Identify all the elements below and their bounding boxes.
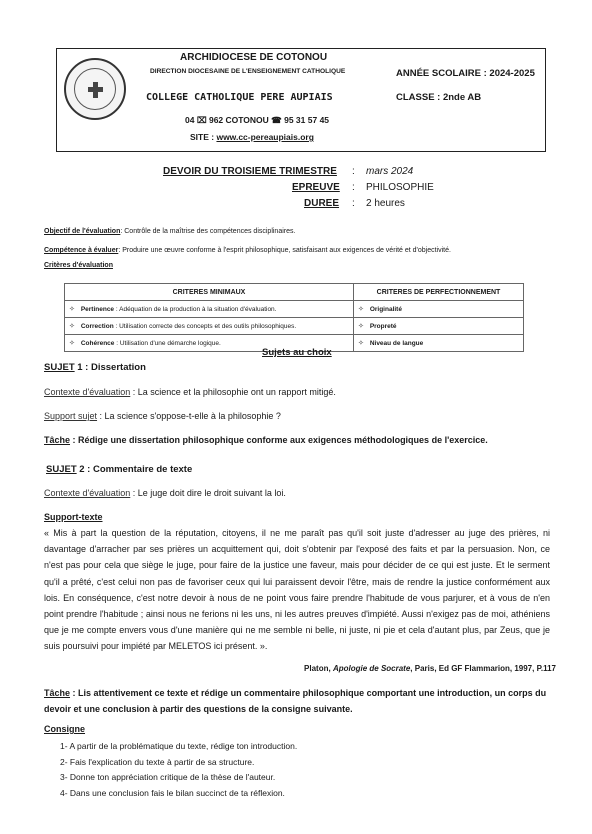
sujet2-contexte (44, 488, 286, 498)
ref-rest: , Paris, Ed GF Flammarion, 1997, P.117 (410, 664, 556, 673)
sujet1-support-value: : La science s'oppose-t-elle à la philosophie ? (97, 411, 281, 421)
competence-line (44, 247, 451, 254)
competence-label: Compétence à évaluer (44, 247, 119, 254)
criteria-min-desc: : Utilisation correcte des concepts et des outils philosophiques. (113, 323, 297, 330)
bullet-icon: ✧ (69, 323, 75, 330)
criteria-row (65, 318, 524, 335)
duree-label: DUREE (304, 198, 340, 209)
sujet1-tache-value: : Rédige une dissertation philosophique conforme aux exigences méthodologiques de l'exercice. (70, 435, 488, 445)
sujet1-label: SUJET (44, 362, 75, 373)
epreuve-value: PHILOSOPHIE (366, 182, 434, 193)
support-texte-label: Support-texte (44, 512, 103, 522)
objectif-value: : Contrôle de la maîtrise des compétences disciplinaires. (120, 228, 296, 235)
criteres-label: Critères d'évaluation (44, 262, 113, 269)
consigne-list (60, 739, 297, 801)
sujet1-tache-label: Tâche (44, 435, 71, 445)
consigne-label: Consigne (44, 724, 86, 734)
college-name: COLLEGE CATHOLIQUE PERE AUPIAIS (146, 92, 333, 103)
criteria-min-name: Pertinence (80, 306, 115, 313)
sujet2-label: SUJET (46, 464, 77, 475)
criteria-min-name: Cohérence (80, 340, 115, 347)
bullet-icon: ✧ (358, 340, 364, 347)
site-label: SITE : (190, 132, 217, 142)
criteria-min-desc: : Utilisation d'une démarche logique. (114, 340, 221, 347)
sujet1-contexte (44, 387, 336, 397)
objectif-label: Objectif de l'évaluation (44, 228, 121, 235)
sujet1-support-label: Support sujet (44, 411, 98, 421)
sujet1-contexte-label: Contexte d'évaluation (44, 387, 131, 397)
sujet1-contexte-value: : La science et la philosophie ont un rapport mitigé. (130, 387, 336, 397)
sujet2-title (46, 464, 192, 475)
sujet2-title-rest: 2 : Commentaire de texte (76, 464, 193, 475)
competence-value: : Produire une œuvre conforme à l'esprit philosophique, satisfaisant aux exigences de vérité et d'objectivité. (118, 247, 451, 254)
support-texte: « Mis à part la question de la réputation, citoyens, il ne me paraît pas qu'il soit juste d'adresser au juge des prières, ni davantage d'arracher par ses prières un acquittement qui, doit s'obtenir par l'exposé des faits et par la persuasion. Non, ce n'est pas pour cela que siège le juge, pour faire de la justice une faveur, mais pour décider de ce qui est juste. Et le serment qu'il a prêté, c'est celui non pas de favoriser ceux qui lui paraissent devoir l'être, mais de rendre la justice conformément aux lois. En conséquence, c'est notre devoir à nous de ne point vous faire prendre l'habitude de vous parjurer, et à vous de n'en point prendre l'habitude ; ainsi nous ne ferions ni les uns, ni les autres preuves d'impiété. Aussi n'exigez pas de moi, athéniens que je me compte envers vous d'une manière qui ne me semble ni belle, ni juste, ni pie et cela d'autant plus, par Zeus, que je suis poursuivi pour impiété par MELETOS ici présent. ». (44, 528, 550, 652)
site-link[interactable]: www.cc-pereaupiais.org (216, 132, 314, 142)
ref-title: Apologie de Socrate (332, 664, 411, 673)
criteria-perf: Originalité (369, 306, 402, 313)
criteria-perf: Niveau de langue (369, 340, 424, 347)
devoir-sep: : (352, 166, 355, 177)
criteria-min-desc: : Adéquation de la production à la situation d'évaluation. (114, 306, 277, 313)
sujet2-contexte-value: : Le juge doit dire le droit suivant la loi. (130, 488, 286, 498)
objectif-line (44, 228, 295, 235)
epreuve-sep: : (352, 182, 355, 193)
epreuve-label: EPREUVE (292, 182, 340, 193)
direction-title: DIRECTION DIOCESAINE DE L'ENSEIGNEMENT CATHOLIQUE (150, 68, 346, 75)
criteria-header-perf: CRITERES DE PERFECTIONNEMENT (354, 284, 524, 301)
consigne-item: 3- Donne ton appréciation critique de la thèse de l'auteur. (60, 772, 276, 782)
consigne-item: 4- Dans une conclusion fais le bilan succinct de ta réflexion. (60, 787, 285, 798)
site-line (190, 132, 314, 142)
sujet2-tache-label: Tâche (44, 688, 71, 698)
criteria-min-name: Correction (80, 323, 114, 330)
bullet-icon: ✧ (69, 340, 75, 347)
bullet-icon: ✧ (358, 306, 364, 313)
sujet2-contexte-label: Contexte d'évaluation (44, 488, 131, 498)
school-logo (64, 58, 126, 120)
consigne-item: 2- Fais l'explication du texte à partir de sa structure. (60, 756, 255, 767)
sujet1-title-rest: 1 : Dissertation (74, 362, 146, 373)
subjects-heading: Sujets au choix (262, 347, 332, 358)
sujet1-tache (44, 435, 488, 445)
consigne-item: 1- A partir de la problématique du texte, rédige ton introduction. (60, 741, 298, 751)
criteria-perf: Propreté (369, 323, 397, 330)
criteria-row (65, 301, 524, 318)
sujet2-tache-value: : Lis attentivement ce texte et rédige un commentaire philosophique comportant une introduction, un corps du devoir et une conclusion à partir des questions de la consigne suivante. (44, 688, 547, 714)
criteria-table (64, 283, 524, 352)
bullet-icon: ✧ (358, 323, 364, 330)
criteria-header-min: CRITERES MINIMAUX (65, 284, 354, 301)
duree-sep: : (352, 198, 355, 209)
bullet-icon: ✧ (69, 306, 75, 313)
archdiocese-title: ARCHIDIOCESE DE COTONOU (180, 52, 328, 63)
duree-value: 2 heures (366, 198, 405, 209)
sujet2-tache (44, 685, 554, 717)
sujet1-support (44, 411, 281, 421)
ref-author: Platon, (304, 664, 333, 673)
sujet1-title (44, 362, 146, 373)
devoir-label: DEVOIR DU TROISIEME TRIMESTRE (163, 166, 337, 177)
phone-line: 04 ⌧ 962 COTONOU ☎ 95 31 57 45 (185, 115, 330, 125)
school-year: ANNÉE SCOLAIRE : 2024-2025 (396, 68, 535, 79)
devoir-value: mars 2024 (366, 166, 414, 177)
text-reference (304, 664, 556, 673)
class-label: CLASSE : 2nde AB (396, 92, 482, 103)
